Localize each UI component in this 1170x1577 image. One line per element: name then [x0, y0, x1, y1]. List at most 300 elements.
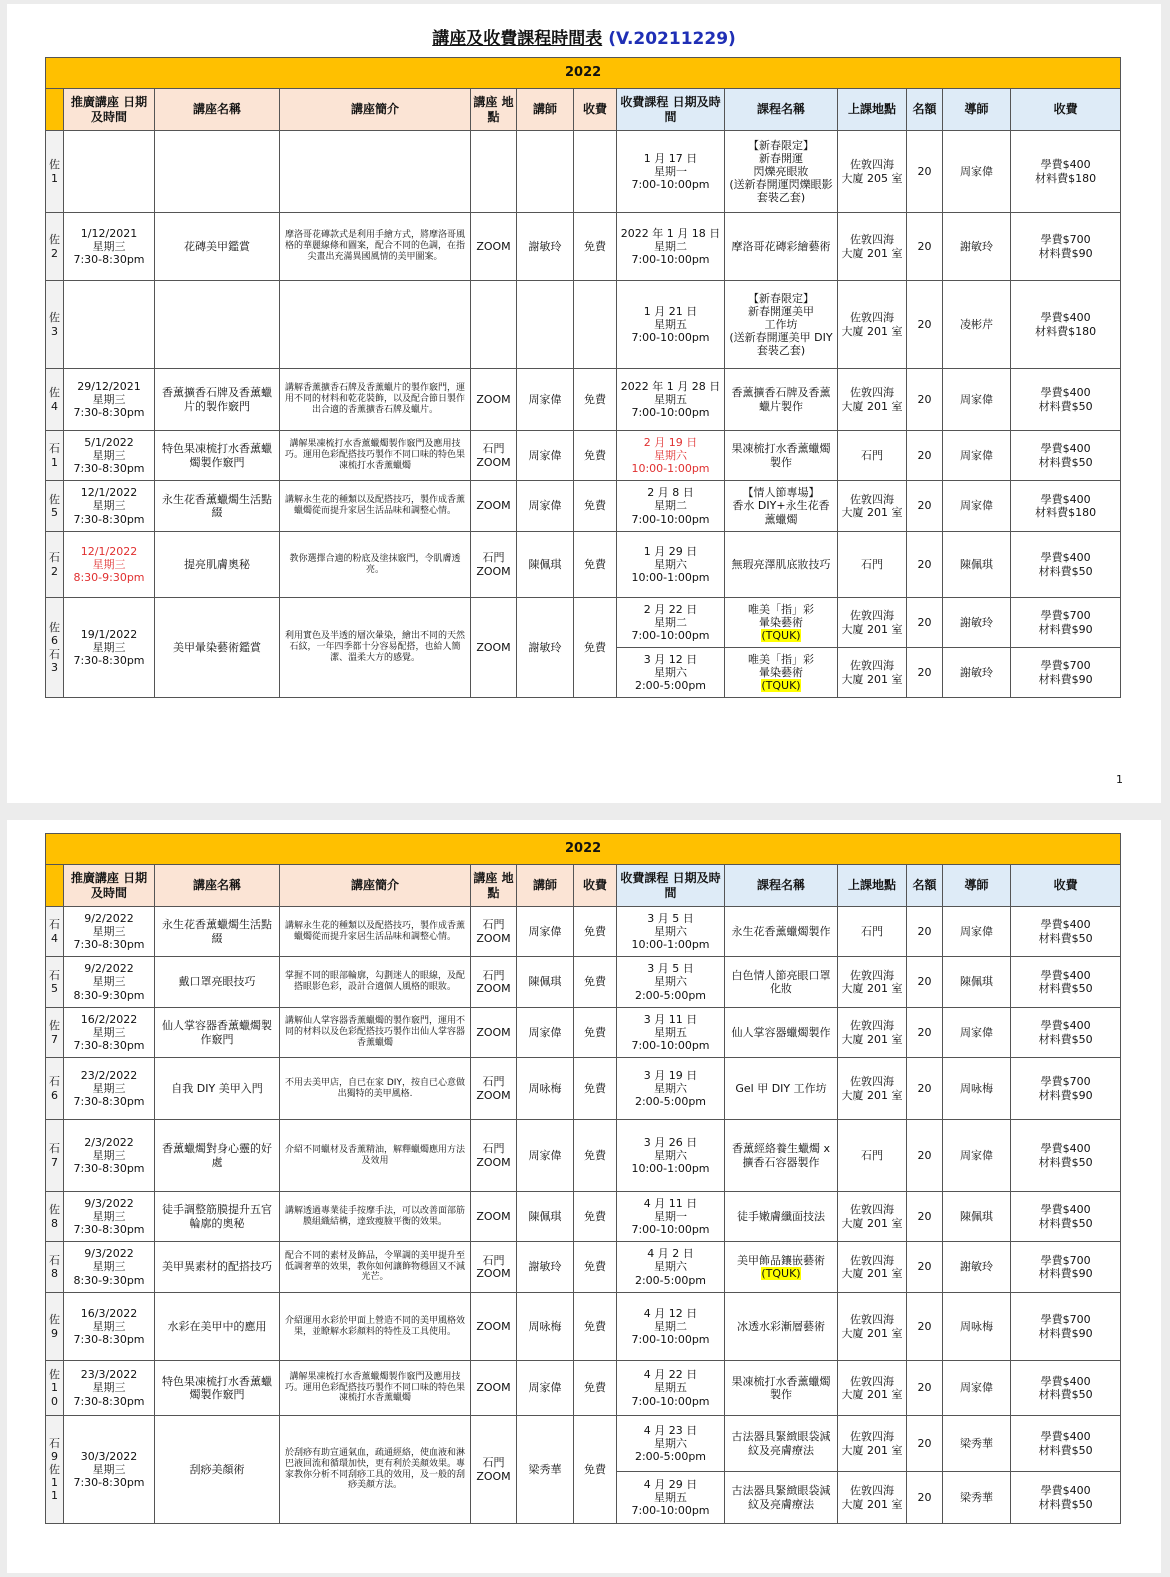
header-fee: 收費	[1011, 89, 1121, 131]
lecture-date: 12/1/2022 星期三 7:30-8:30pm	[64, 481, 155, 532]
quota: 20	[907, 1472, 943, 1524]
lecture-date: 2/3/2022 星期三 7:30-8:30pm	[64, 1120, 155, 1192]
row-code: 石 5	[46, 957, 64, 1008]
fee: 學費$700 材料費$90	[1011, 1293, 1121, 1361]
row-code: 佐 6 石 3	[46, 598, 64, 698]
course-name-text: 唯美「指」彩 暈染藝術	[748, 602, 814, 629]
header-code	[46, 89, 64, 131]
row-code: 佐 8	[46, 1192, 64, 1242]
course-name: 【新春限定】 新春開運 閃爍亮眼妝 (送新春開運閃爍眼影套裝乙套)	[725, 131, 838, 213]
schedule-table-page-1	[45, 57, 1121, 698]
lecture-fee: 免費	[574, 957, 617, 1008]
table-row	[46, 369, 1121, 431]
header-lecturer: 講師	[517, 89, 574, 131]
quota: 20	[907, 1416, 943, 1472]
row-code: 佐 10	[46, 1361, 64, 1416]
fee: 學費$400 材料費$50	[1011, 431, 1121, 481]
tutor: 謝敏玲	[943, 648, 1011, 698]
course-date: 2 月 8 日 星期二 7:00-10:00pm	[617, 481, 725, 532]
course-name: 香薰擴香石牌及香薰蠟片製作	[725, 369, 838, 431]
quota: 20	[907, 598, 943, 648]
header-lecture-date: 推廣講座 日期及時間	[64, 89, 155, 131]
lecture-intro: 講解果凍梳打水香薰蠟燭製作竅門及應用技巧。運用色彩配搭技巧製作不同口味的特色果凍梳打水香薰蠟燭	[280, 1361, 471, 1416]
lecture-name: 自我 DIY 美甲入門	[155, 1058, 280, 1120]
header-lecturer: 講師	[517, 865, 574, 907]
course-venue: 佐敦四海 大廈 201 室	[838, 1416, 907, 1472]
lecture-date: 30/3/2022 星期三 7:30-8:30pm	[64, 1416, 155, 1524]
lecture-venue: ZOOM	[471, 1192, 517, 1242]
course-name	[725, 1242, 838, 1293]
lecture-venue: ZOOM	[471, 1008, 517, 1058]
lecture-fee: 免費	[574, 1293, 617, 1361]
table-row	[46, 1120, 1121, 1192]
course-venue: 佐敦四海 大廈 201 室	[838, 1058, 907, 1120]
lecture-name	[155, 131, 280, 213]
course-name	[725, 648, 838, 698]
header-lecture-name: 講座名稱	[155, 865, 280, 907]
lecture-fee: 免費	[574, 1361, 617, 1416]
header-lecture-name: 講座名稱	[155, 89, 280, 131]
header-lecture-fee: 收費	[574, 89, 617, 131]
lecture-intro: 講解永生花的種類以及配搭技巧，製作成香薰蠟燭從而提升家居生活品味和調整心情。	[280, 907, 471, 957]
tutor: 謝敏玲	[943, 598, 1011, 648]
course-name: 無瑕亮澤肌底妝技巧	[725, 532, 838, 598]
course-name: 永生花香薰蠟燭製作	[725, 907, 838, 957]
course-venue: 佐敦四海 大廈 201 室	[838, 1242, 907, 1293]
lecturer: 周家偉	[517, 1008, 574, 1058]
lecture-venue: 石門 ZOOM	[471, 1416, 517, 1524]
lecture-name: 花磚美甲鑑賞	[155, 213, 280, 281]
row-code: 佐 3	[46, 281, 64, 369]
lecture-intro: 講解果凍梳打水香薰蠟燭製作竅門及應用技巧。運用色彩配搭技巧製作不同口味的特色果凍梳打水香薰蠟燭	[280, 431, 471, 481]
lecture-intro: 講解透過專業徒手按摩手法，可以改善面部筋膜組織結構，達致瘦臉平衡的效果。	[280, 1192, 471, 1242]
tutor: 謝敏玲	[943, 1242, 1011, 1293]
course-name: 果凍梳打水香薰蠟燭製作	[725, 431, 838, 481]
lecturer	[517, 131, 574, 213]
course-date: 3 月 5 日 星期六 2:00-5:00pm	[617, 957, 725, 1008]
table-row	[46, 1242, 1121, 1293]
course-name: 冰透水彩漸層藝術	[725, 1293, 838, 1361]
lecture-intro: 於刮痧有助宣通氣血，疏通經絡，使血液和淋巴液回流和循環加快，更有利於美顏效果。專家教你分析不同刮痧工具的效用，及一般的刮痧美顏方法。	[280, 1416, 471, 1524]
lecture-fee: 免費	[574, 1242, 617, 1293]
course-name: 古法器具緊緻眼袋減紋及亮膚療法	[725, 1472, 838, 1524]
lecture-fee: 免費	[574, 369, 617, 431]
table-row	[46, 598, 1121, 648]
lecture-fee: 免費	[574, 431, 617, 481]
lecture-intro: 不用去美甲店，自已在家 DIY，按自已心意做出獨特的美甲風格.	[280, 1058, 471, 1120]
header-lecture-date: 推廣講座 日期及時間	[64, 865, 155, 907]
quota: 20	[907, 648, 943, 698]
course-date: 4 月 29 日 星期五 7:00-10:00pm	[617, 1472, 725, 1524]
row-code: 佐 9	[46, 1293, 64, 1361]
fee: 學費$400 材料費$180	[1011, 131, 1121, 213]
tutor: 周家偉	[943, 907, 1011, 957]
course-date: 2022 年 1 月 18 日 星期二 7:00-10:00pm	[617, 213, 725, 281]
course-venue: 佐敦四海 大廈 201 室	[838, 481, 907, 532]
header-course-venue: 上課地點	[838, 865, 907, 907]
lecture-date: 16/3/2022 星期三 7:30-8:30pm	[64, 1293, 155, 1361]
lecturer	[517, 281, 574, 369]
quota: 20	[907, 369, 943, 431]
course-name: 果凍梳打水香薰蠟燭製作	[725, 1361, 838, 1416]
lecture-venue: ZOOM	[471, 1293, 517, 1361]
table-row	[46, 131, 1121, 213]
lecture-venue	[471, 281, 517, 369]
row-code: 石 1	[46, 431, 64, 481]
lecturer: 周咏梅	[517, 1058, 574, 1120]
header-code	[46, 865, 64, 907]
quota: 20	[907, 1008, 943, 1058]
lecture-venue: ZOOM	[471, 213, 517, 281]
course-name: 徒手嫩膚纖面技法	[725, 1192, 838, 1242]
course-name: 白色情人節亮眼口罩化妝	[725, 957, 838, 1008]
lecture-date: 5/1/2022 星期三 7:30-8:30pm	[64, 431, 155, 481]
lecture-venue: 石門 ZOOM	[471, 532, 517, 598]
course-venue: 佐敦四海 大廈 201 室	[838, 648, 907, 698]
course-date: 1 月 17 日 星期一 7:00-10:00pm	[617, 131, 725, 213]
table-row	[46, 1192, 1121, 1242]
lecture-intro: 摩洛哥花磚款式是利用手繪方式，將摩洛哥風格的華麗線條和圖案，配合不同的色調，在指尖畫出充滿異國風情的美甲圖案。	[280, 213, 471, 281]
course-venue: 佐敦四海 大廈 201 室	[838, 1192, 907, 1242]
lecturer: 謝敏玲	[517, 213, 574, 281]
fee: 學費$400 材料費$50	[1011, 532, 1121, 598]
course-venue: 佐敦四海 大廈 201 室	[838, 1361, 907, 1416]
fee: 學費$700 材料費$90	[1011, 1242, 1121, 1293]
header-lecture-fee: 收費	[574, 865, 617, 907]
table-row	[46, 1361, 1121, 1416]
tutor: 梁秀華	[943, 1416, 1011, 1472]
quota: 20	[907, 1058, 943, 1120]
course-venue: 佐敦四海 大廈 201 室	[838, 1472, 907, 1524]
header-lecture-intro: 講座簡介	[280, 865, 471, 907]
header-course-date: 收費課程 日期及時間	[617, 89, 725, 131]
course-name-text: 美甲飾品鑲嵌藝術	[737, 1253, 825, 1267]
version-label: (V.20211229)	[608, 29, 736, 49]
tutor: 謝敏玲	[943, 213, 1011, 281]
fee: 學費$400 材料費$50	[1011, 1416, 1121, 1472]
table-row	[46, 1058, 1121, 1120]
course-venue: 佐敦四海 大廈 201 室	[838, 957, 907, 1008]
lecture-intro: 介紹不同蠟材及香薰精油，解釋蠟燭應用方法及效用	[280, 1120, 471, 1192]
lecture-name: 美甲暈染藝術鑑賞	[155, 598, 280, 698]
course-date: 4 月 22 日 星期五 7:00-10:00pm	[617, 1361, 725, 1416]
tquk-tag: (TQUK)	[761, 1267, 801, 1280]
quota: 20	[907, 131, 943, 213]
tutor: 周咏梅	[943, 1058, 1011, 1120]
course-venue: 佐敦四海 大廈 201 室	[838, 369, 907, 431]
lecturer: 陳佩琪	[517, 1192, 574, 1242]
header-course-name: 課程名稱	[725, 865, 838, 907]
lecture-name: 仙人掌容器香薰蠟燭製作竅門	[155, 1008, 280, 1058]
course-name	[725, 598, 838, 648]
lecture-name: 美甲異素材的配搭技巧	[155, 1242, 280, 1293]
lecture-date	[64, 131, 155, 213]
header-course-name: 課程名稱	[725, 89, 838, 131]
fee: 學費$400 材料費$50	[1011, 1120, 1121, 1192]
lecture-name: 刮痧美顏術	[155, 1416, 280, 1524]
quota: 20	[907, 1293, 943, 1361]
course-name: 【情人節專場】 香水 DIY+永生花香薰蠟燭	[725, 481, 838, 532]
tutor: 周家偉	[943, 369, 1011, 431]
row-code: 石 6	[46, 1058, 64, 1120]
lecture-fee: 免費	[574, 481, 617, 532]
fee: 學費$700 材料費$90	[1011, 648, 1121, 698]
lecturer: 陳佩琪	[517, 532, 574, 598]
lecture-venue: 石門 ZOOM	[471, 1058, 517, 1120]
header-fee: 收費	[1011, 865, 1121, 907]
quota: 20	[907, 1120, 943, 1192]
lecture-date: 9/3/2022 星期三 8:30-9:30pm	[64, 1242, 155, 1293]
lecturer: 周咏梅	[517, 1293, 574, 1361]
course-date: 3 月 11 日 星期五 7:00-10:00pm	[617, 1008, 725, 1058]
table-row	[46, 532, 1121, 598]
course-name: 摩洛哥花磚彩繪藝術	[725, 213, 838, 281]
lecture-intro: 介紹運用水彩於甲面上營造不同的美甲風格效果，並瞭解水彩顏料的特性及工具使用。	[280, 1293, 471, 1361]
lecture-venue: 石門 ZOOM	[471, 431, 517, 481]
page-number: 1	[1116, 773, 1123, 786]
lecture-date: 12/1/2022 星期三 8:30-9:30pm	[64, 532, 155, 598]
row-code: 石 8	[46, 1242, 64, 1293]
row-code: 石 9 佐 11	[46, 1416, 64, 1524]
header-course-date: 收費課程 日期及時間	[617, 865, 725, 907]
header-row	[46, 865, 1121, 907]
lecture-intro: 講解永生花的種類以及配搭技巧，製作成香薰蠟燭從而提升家居生活品味和調整心情。	[280, 481, 471, 532]
header-tutor: 導師	[943, 89, 1011, 131]
lecture-date: 29/12/2021 星期三 7:30-8:30pm	[64, 369, 155, 431]
lecture-fee: 免費	[574, 213, 617, 281]
row-code: 佐 2	[46, 213, 64, 281]
header-tutor: 導師	[943, 865, 1011, 907]
table-row	[46, 213, 1121, 281]
lecture-fee	[574, 131, 617, 213]
lecturer: 周家偉	[517, 1120, 574, 1192]
header-lecture-intro: 講座簡介	[280, 89, 471, 131]
quota: 20	[907, 431, 943, 481]
course-name: Gel 甲 DIY 工作坊	[725, 1058, 838, 1120]
quota: 20	[907, 907, 943, 957]
quota: 20	[907, 1361, 943, 1416]
tutor: 周家偉	[943, 481, 1011, 532]
tutor: 陳佩琪	[943, 1192, 1011, 1242]
schedule-table-page-2	[45, 833, 1121, 1524]
lecture-fee: 免費	[574, 598, 617, 698]
table-row	[46, 481, 1121, 532]
lecture-intro: 掌握不同的眼部輪廓，勾劃迷人的眼線，及配搭眼影色彩，設計合適個人風格的眼妝。	[280, 957, 471, 1008]
lecture-intro: 講解仙人掌容器香薰蠟燭的製作竅門，運用不同的材料以及色彩配搭技巧製作出仙人掌容器香薰蠟燭	[280, 1008, 471, 1058]
fee: 學費$400 材料費$50	[1011, 1472, 1121, 1524]
quota: 20	[907, 281, 943, 369]
course-venue: 石門	[838, 532, 907, 598]
lecture-fee: 免費	[574, 1416, 617, 1524]
lecture-name: 香薰蠟燭對身心靈的好處	[155, 1120, 280, 1192]
document-page-1	[7, 4, 1161, 803]
lecture-date: 19/1/2022 星期三 7:30-8:30pm	[64, 598, 155, 698]
lecture-intro: 講解香薰擴香石牌及香薰蠟片的製作竅門，運用不同的材料和乾花裝飾，以及配合節日製作出合適的香薰擴香石牌及蠟片。	[280, 369, 471, 431]
year-bar: 2022	[46, 834, 1121, 865]
course-date: 3 月 12 日 星期六 2:00-5:00pm	[617, 648, 725, 698]
lecture-date	[64, 281, 155, 369]
course-date: 2 月 22 日 星期二 7:00-10:00pm	[617, 598, 725, 648]
row-code: 佐 7	[46, 1008, 64, 1058]
header-quota: 名額	[907, 89, 943, 131]
lecture-intro: 配合不同的素材及飾品，令單調的美甲提升至低調奢華的效果，教你如何讓飾物穩固又不減光芒。	[280, 1242, 471, 1293]
lecture-name: 特色果凍梳打水香薰蠟燭製作竅門	[155, 431, 280, 481]
lecture-fee: 免費	[574, 1058, 617, 1120]
lecturer: 周家偉	[517, 1361, 574, 1416]
course-date: 1 月 21 日 星期五 7:00-10:00pm	[617, 281, 725, 369]
lecture-venue: ZOOM	[471, 481, 517, 532]
fee: 學費$700 材料費$90	[1011, 213, 1121, 281]
lecture-date: 23/3/2022 星期三 7:30-8:30pm	[64, 1361, 155, 1416]
document-title: 講座及收費課程時間表 (V.20211229)	[432, 29, 736, 49]
course-name: 古法器具緊緻眼袋減紋及亮膚療法	[725, 1416, 838, 1472]
lecture-fee	[574, 281, 617, 369]
lecture-venue: ZOOM	[471, 369, 517, 431]
tquk-tag: (TQUK)	[761, 629, 801, 643]
lecture-intro: 利用實色及半透的層次暈染，繪出不同的天然石紋，一年四季都十分容易配搭，也給人簡潔、溫柔大方的感覺。	[280, 598, 471, 698]
lecture-date: 9/2/2022 星期三 7:30-8:30pm	[64, 907, 155, 957]
row-code: 佐 5	[46, 481, 64, 532]
lecture-date: 23/2/2022 星期三 7:30-8:30pm	[64, 1058, 155, 1120]
header-quota: 名額	[907, 865, 943, 907]
lecture-date: 9/3/2022 星期三 7:30-8:30pm	[64, 1192, 155, 1242]
course-date: 3 月 19 日 星期六 2:00-5:00pm	[617, 1058, 725, 1120]
fee: 學費$700 材料費$90	[1011, 598, 1121, 648]
course-venue: 佐敦四海 大廈 201 室	[838, 1293, 907, 1361]
lecture-name: 永生花香薰蠟燭生活點綴	[155, 907, 280, 957]
course-venue: 佐敦四海 大廈 201 室	[838, 598, 907, 648]
lecture-name	[155, 281, 280, 369]
lecture-date: 16/2/2022 星期三 7:30-8:30pm	[64, 1008, 155, 1058]
header-course-venue: 上課地點	[838, 89, 907, 131]
tutor: 周家偉	[943, 431, 1011, 481]
lecturer: 周家偉	[517, 369, 574, 431]
course-name: 香薰經絡養生蠟燭 x 擴香石容器製作	[725, 1120, 838, 1192]
lecturer: 陳佩琪	[517, 957, 574, 1008]
year-bar: 2022	[46, 58, 1121, 89]
document-page-2	[7, 820, 1161, 1573]
lecture-venue: 石門 ZOOM	[471, 1120, 517, 1192]
table-row	[46, 957, 1121, 1008]
tquk-tag: (TQUK)	[761, 679, 801, 693]
lecture-venue: 石門 ZOOM	[471, 957, 517, 1008]
fee: 學費$400 材料費$180	[1011, 281, 1121, 369]
tutor: 周家偉	[943, 1361, 1011, 1416]
table-row	[46, 907, 1121, 957]
fee: 學費$400 材料費$50	[1011, 1192, 1121, 1242]
header-row	[46, 89, 1121, 131]
row-code: 石 2	[46, 532, 64, 598]
lecture-fee: 免費	[574, 907, 617, 957]
course-date: 2022 年 1 月 28 日 星期五 7:00-10:00pm	[617, 369, 725, 431]
course-venue: 石門	[838, 1120, 907, 1192]
fee: 學費$400 材料費$50	[1011, 957, 1121, 1008]
course-date: 4 月 2 日 星期六 2:00-5:00pm	[617, 1242, 725, 1293]
lecture-intro	[280, 131, 471, 213]
quota: 20	[907, 481, 943, 532]
lecture-date: 9/2/2022 星期三 8:30-9:30pm	[64, 957, 155, 1008]
lecture-name: 徒手調整筋膜提升五官輪廓的奧秘	[155, 1192, 280, 1242]
lecturer: 謝敏玲	[517, 598, 574, 698]
fee: 學費$400 材料費$50	[1011, 1361, 1121, 1416]
row-code: 佐 1	[46, 131, 64, 213]
tutor: 周家偉	[943, 1120, 1011, 1192]
lecturer: 周家偉	[517, 481, 574, 532]
row-code: 佐 4	[46, 369, 64, 431]
tutor: 梁秀華	[943, 1472, 1011, 1524]
course-date: 3 月 26 日 星期六 10:00-1:00pm	[617, 1120, 725, 1192]
quota: 20	[907, 532, 943, 598]
lecture-venue: 石門 ZOOM	[471, 1242, 517, 1293]
tutor: 陳佩琪	[943, 957, 1011, 1008]
header-lecture-venue: 講座 地點	[471, 865, 517, 907]
course-venue: 石門	[838, 907, 907, 957]
course-venue: 佐敦四海 大廈 201 室	[838, 1008, 907, 1058]
lecture-fee: 免費	[574, 1120, 617, 1192]
quota: 20	[907, 213, 943, 281]
table-row	[46, 1293, 1121, 1361]
course-date: 4 月 23 日 星期六 2:00-5:00pm	[617, 1416, 725, 1472]
lecture-venue: ZOOM	[471, 598, 517, 698]
quota: 20	[907, 1242, 943, 1293]
course-date: 3 月 5 日 星期六 10:00-1:00pm	[617, 907, 725, 957]
lecture-venue: 石門 ZOOM	[471, 907, 517, 957]
fee: 學費$400 材料費$50	[1011, 907, 1121, 957]
lecture-intro: 教你選擇合適的粉底及塗抹竅門，令肌膚透亮。	[280, 532, 471, 598]
course-venue: 佐敦四海 大廈 201 室	[838, 281, 907, 369]
fee: 學費$400 材料費$50	[1011, 1008, 1121, 1058]
table-row	[46, 1008, 1121, 1058]
course-name: 【新春限定】 新春開運美甲 工作坊 (送新春開運美甲 DIY 套裝乙套)	[725, 281, 838, 369]
fee: 學費$400 材料費$50	[1011, 369, 1121, 431]
lecture-fee: 免費	[574, 532, 617, 598]
lecture-fee: 免費	[574, 1192, 617, 1242]
quota: 20	[907, 957, 943, 1008]
lecture-name: 戴口罩亮眼技巧	[155, 957, 280, 1008]
course-name: 仙人掌容器蠟燭製作	[725, 1008, 838, 1058]
lecture-venue	[471, 131, 517, 213]
fee: 學費$700 材料費$90	[1011, 1058, 1121, 1120]
tutor: 凌彬芹	[943, 281, 1011, 369]
quota: 20	[907, 1192, 943, 1242]
lecture-venue: ZOOM	[471, 1361, 517, 1416]
lecture-name: 香薰擴香石牌及香薰蠟片的製作竅門	[155, 369, 280, 431]
course-venue: 佐敦四海 大廈 205 室	[838, 131, 907, 213]
row-code: 石 7	[46, 1120, 64, 1192]
tutor: 周家偉	[943, 1008, 1011, 1058]
lecturer: 周家偉	[517, 907, 574, 957]
lecturer: 梁秀華	[517, 1416, 574, 1524]
lecture-name: 提亮肌膚奧秘	[155, 532, 280, 598]
course-date: 2 月 19 日 星期六 10:00-1:00pm	[617, 431, 725, 481]
lecturer: 謝敏玲	[517, 1242, 574, 1293]
lecture-name: 永生花香薰蠟燭生活點綴	[155, 481, 280, 532]
table-row	[46, 281, 1121, 369]
lecture-name: 水彩在美甲中的應用	[155, 1293, 280, 1361]
course-name-text: 唯美「指」彩 暈染藝術	[748, 652, 814, 679]
header-lecture-venue: 講座 地點	[471, 89, 517, 131]
lecture-intro	[280, 281, 471, 369]
course-venue: 石門	[838, 431, 907, 481]
tutor: 周咏梅	[943, 1293, 1011, 1361]
fee: 學費$400 材料費$180	[1011, 481, 1121, 532]
course-date: 4 月 12 日 星期二 7:00-10:00pm	[617, 1293, 725, 1361]
row-code: 石 4	[46, 907, 64, 957]
course-date: 4 月 11 日 星期一 7:00-10:00pm	[617, 1192, 725, 1242]
tutor: 周家偉	[943, 131, 1011, 213]
table-row	[46, 431, 1121, 481]
course-date: 1 月 29 日 星期六 10:00-1:00pm	[617, 532, 725, 598]
